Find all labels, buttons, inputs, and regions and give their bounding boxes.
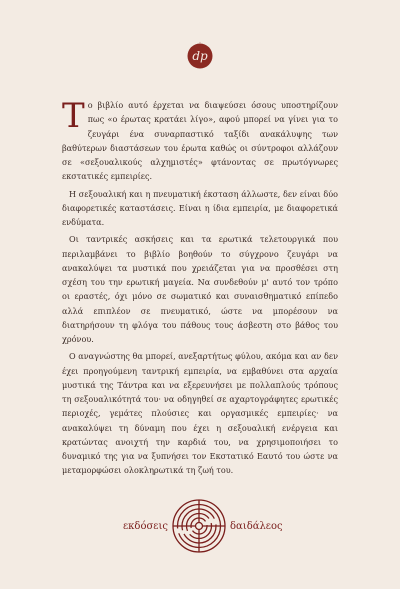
paragraph-3: Οι ταντρικές ασκήσεις και τα ερωτικά τελετουργικά που περιλαμβάνει το βιβλίο βοηθούν το σύγχρονο ζευγάρι να ανακαλύψει τα μυστικά που χρειάζεται για να προσθέσει στη σχέση του την ερωτική μαγεία. Να συνδεθούν μ' αυτό τον τρόπο οι εραστές, όχι μόνο σε σωματικό και συναισθηματικό επίπεδο αλλά επιπλέον σε πνευματικό, ώστε να μπορέσουν να διατηρήσουν τη φλόγα του πάθους τους άσβεστη στο βάθος του χρόνου. bbox=[62, 234, 338, 344]
paragraph-4: Ο αναγνώστης θα μπορεί, ανεξαρτήτως φύλου, ακόμα και αν δεν έχει προηγούμενη ταντρική εμπειρία, να εμβαθύνει στα αρχαία μυστικά της Τάντρα και να εξερευνήσει με πολλαπλούς τρόπους τη σεξουαλικότητά του· να οδηγηθεί σε αχαρτογράφητες ερωτικές περιοχές, γεμάτες πλούσιες και οργασμικές εμπειρίες· να ανακαλύψει τη δύναμη που έχει η σεξουαλική ενέργεια και κρατώντας ανοιχτή την καρδιά του, να χρησιμοποιήσει το δυναμικό της για να ξυπνήσει τον Εκστατικό Εαυτό του ώστε να μεταμορφώσει ολοκληρωτικά τη ζωή του. bbox=[62, 351, 338, 476]
dp-monogram-icon bbox=[185, 40, 215, 70]
labyrinth-icon bbox=[171, 498, 227, 554]
book-description bbox=[62, 98, 338, 481]
paragraph-1 bbox=[62, 98, 338, 184]
publisher-footer bbox=[0, 498, 400, 554]
publisher-name-right: δαιδάλεος bbox=[230, 521, 283, 532]
svg-text:dp: dp bbox=[192, 49, 208, 63]
paragraph-1-text: ο βιβλίο αυτό έρχεται να διαψεύσει όσους υποστηρίζουν πως «ο έρωτας κρατάει λίγο», αφού μπορεί να γίνει για το ζευγάρι ένα συναρπαστικό ταξίδι ανακάλυψης των βαθύτερων διαστάσεων του έρωτα καθώς οι σύντροφοι αλλάζουν σε «σεξουαλικούς αλχημιστές» φτάνοντας σε πρωτόγνωρες εκστατικές εμπειρίες. bbox=[62, 100, 338, 182]
publisher-name-left: εκδόσεις bbox=[123, 521, 168, 532]
drop-cap: Τ bbox=[62, 96, 85, 136]
paragraph-2: Η σεξουαλική και η πνευματική έκσταση άλλωστε, δεν είναι δύο διαφορετικές καταστάσεις. Είναι η ίδια εμπειρία, με διαφορετικά ενδύματα. bbox=[62, 188, 338, 227]
